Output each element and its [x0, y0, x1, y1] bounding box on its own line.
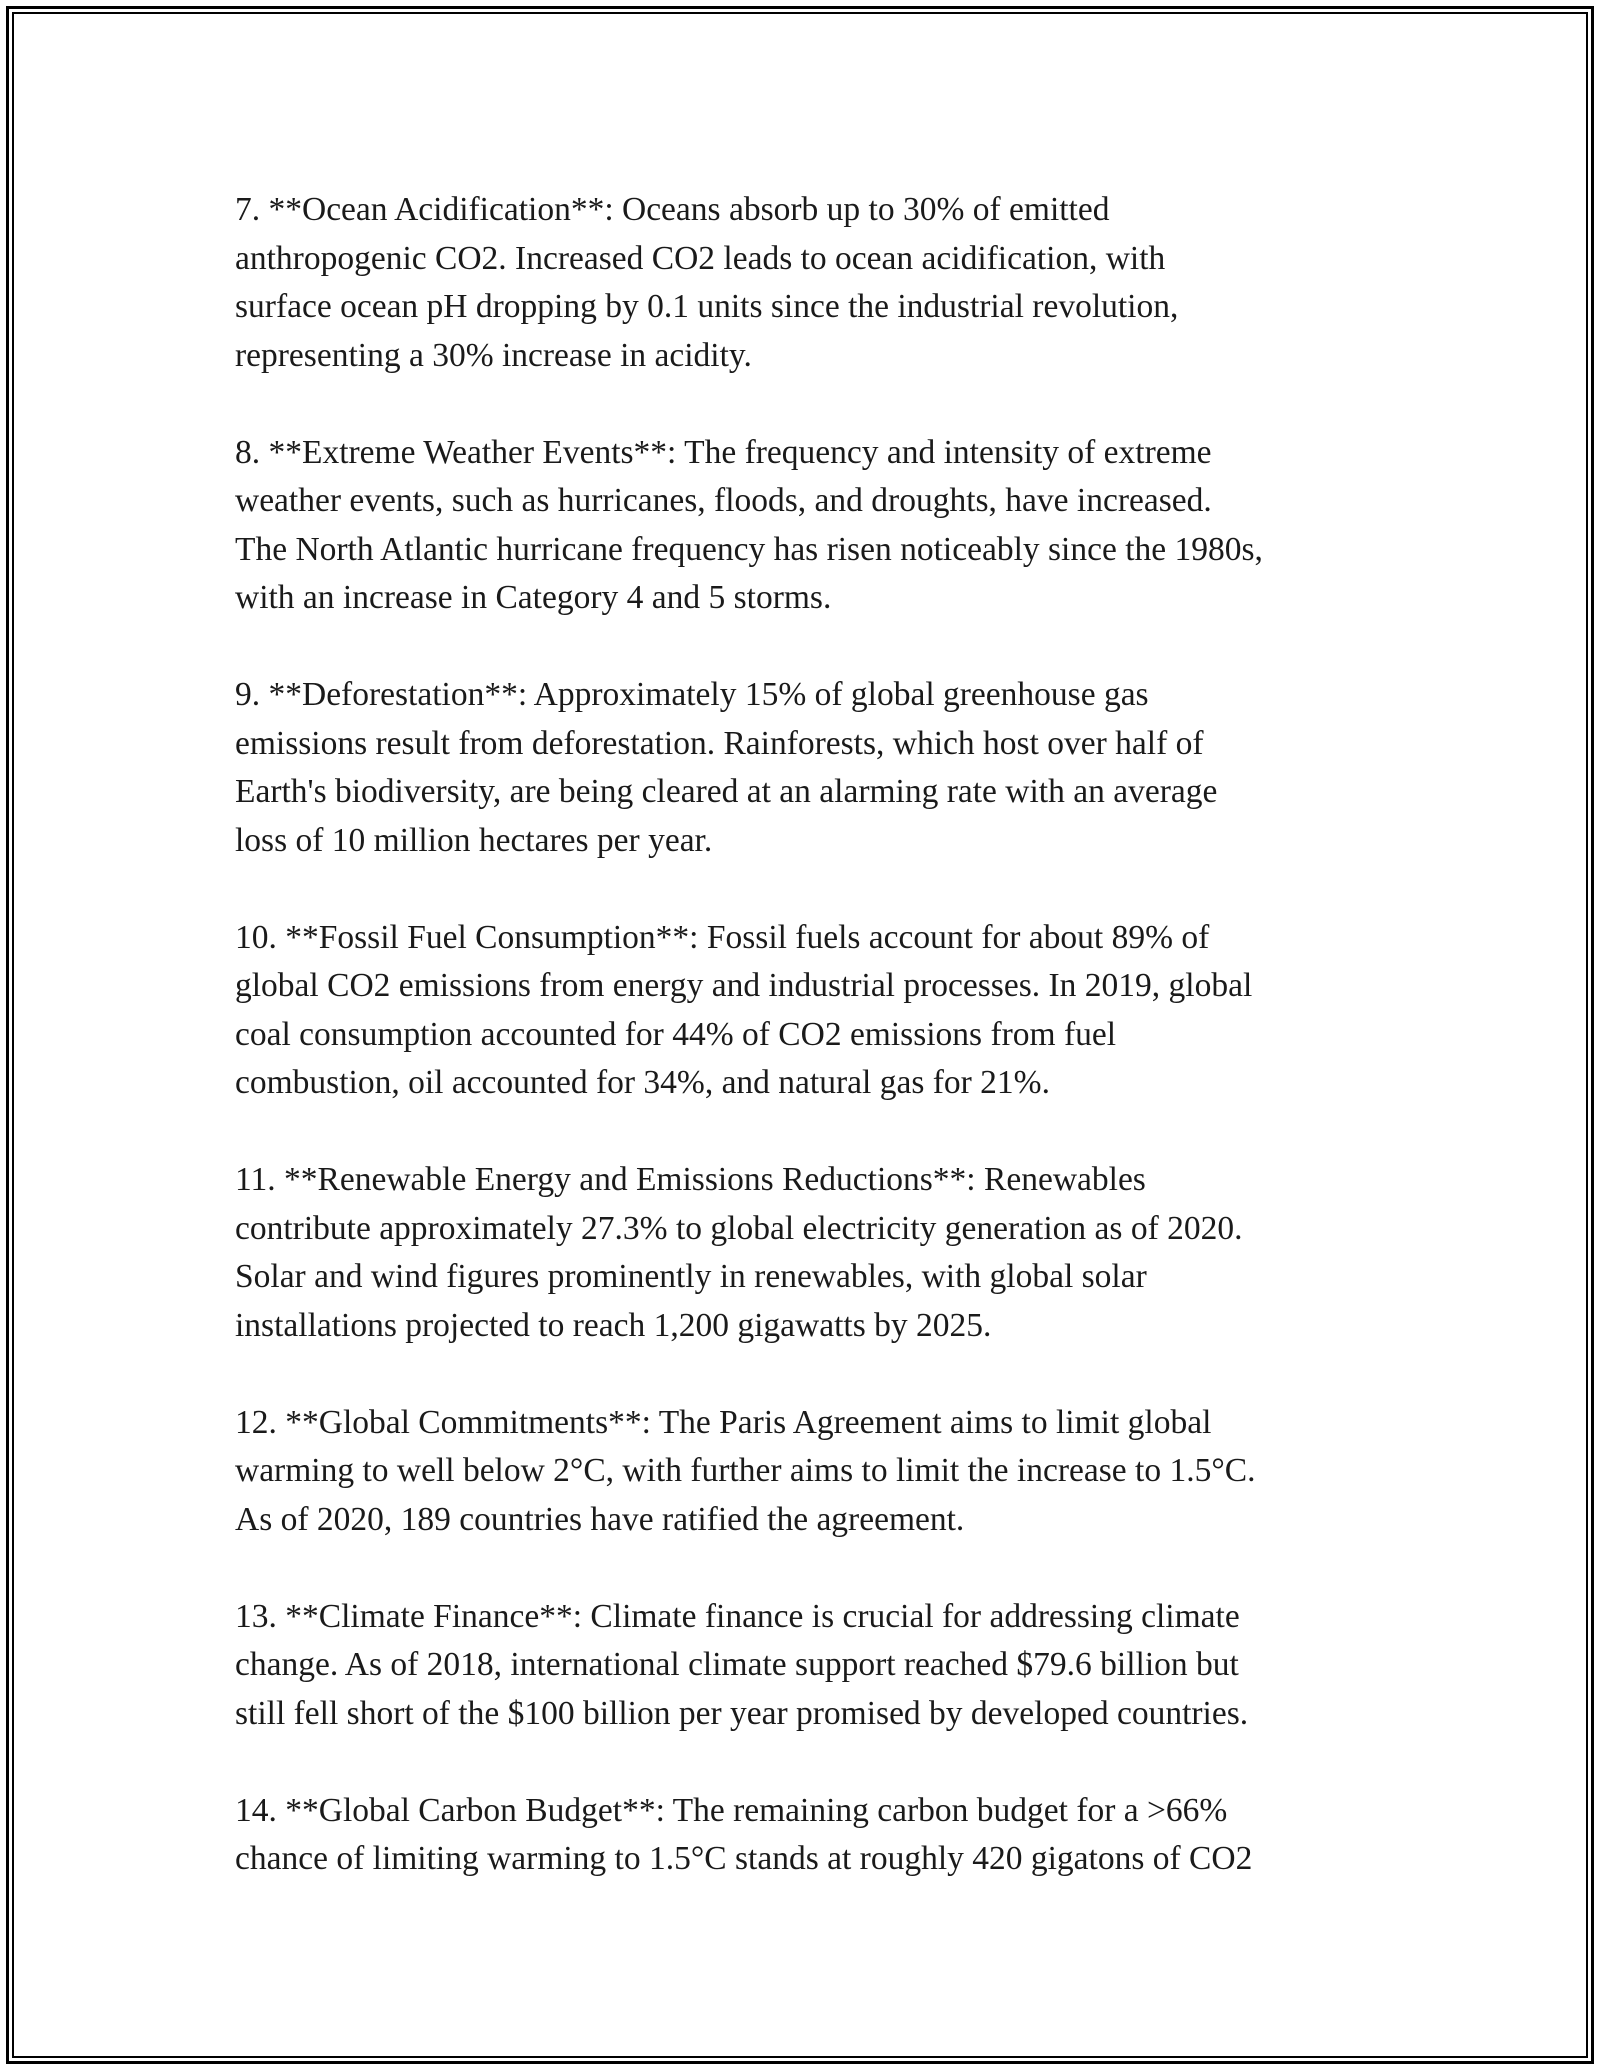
paragraph-global-commitments: 12. **Global Commitments**: The Paris Agreement aims to limit global warming to well below 2°C, with further aims to limit the increase to 1.5°C. As of 2020, 189 countries have ratified the agreement.	[235, 1403, 1256, 1538]
paragraph-deforestation: 9. **Deforestation**: Approximately 15% of global greenhouse gas emissions result from deforestation. Rainforests, which host over half of Earth's biodiversity, are being cleared at an alarming rate with an average loss of 10 million hectares per year.	[235, 676, 1218, 859]
paragraph-climate-finance: 13. **Climate Finance**: Climate finance is crucial for addressing climate change. As of 2018, international climate support reached $79.6 billion but still fell short of the $100 billion per year promised by developed countries.	[235, 1597, 1249, 1732]
paragraph-global-carbon-budget: 14. **Global Carbon Budget**: The remaining carbon budget for a >66% chance of limiting warming to 1.5°C stands at roughly 420 gigatons of CO2	[235, 1791, 1253, 1877]
document-body	[235, 186, 1395, 1932]
paragraph-fossil-fuel-consumption: 10. **Fossil Fuel Consumption**: Fossil fuels account for about 89% of global CO2 emissions from energy and industrial processes. In 2019, global coal consumption accounted for 44% of CO2 emissions from fuel combustion, oil accounted for 34%, and natural gas for 21%.	[235, 918, 1253, 1101]
paragraph-extreme-weather-events: 8. **Extreme Weather Events**: The frequency and intensity of extreme weather events, such as hurricanes, floods, and droughts, have increased. The North Atlantic hurricane frequency has risen noticeably since the 1980s, with an increase in Category 4 and 5 storms.	[235, 433, 1263, 616]
paragraph-ocean-acidification: 7. **Ocean Acidification**: Oceans absorb up to 30% of emitted anthropogenic CO2. Increased CO2 leads to ocean acidification, with surface ocean pH dropping by 0.1 units since the industrial revolution, representing a 30% increase in acidity.	[235, 191, 1179, 374]
paragraph-renewable-energy: 11. **Renewable Energy and Emissions Reductions**: Renewables contribute approximately 27.3% to global electricity generation as of 2020. Solar and wind figures prominently in renewables, with global solar installations projected to reach 1,200 gigawatts by 2025.	[235, 1161, 1243, 1344]
